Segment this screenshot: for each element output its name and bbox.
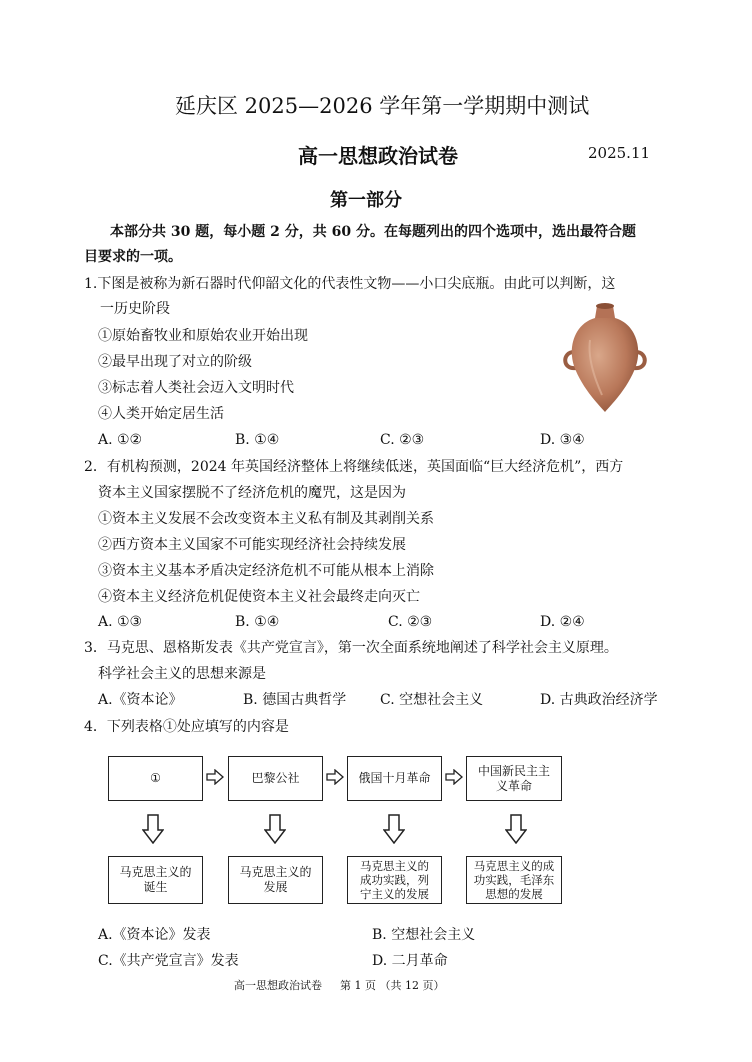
question-item: ②西方资本主义国家不可能实现经济社会持续发展 xyxy=(98,537,406,553)
option-b: B. ①④ xyxy=(235,432,280,448)
section-title: 第一部分 xyxy=(330,190,402,211)
option-c: C.《共产党宣言》发表 xyxy=(98,953,239,969)
option-d: D. 二月革命 xyxy=(372,953,448,969)
question-item: ④资本主义经济危机促使资本主义社会最终走向灭亡 xyxy=(98,589,420,605)
question-stem-line1: 2．有机构预测，2024 年英国经济整体上将继续低迷，英国面临“巨大经济危机”，西方 xyxy=(84,459,624,475)
arrow-down-icon xyxy=(383,814,405,844)
option-a: A. ①② xyxy=(98,432,143,448)
arrow-down-icon xyxy=(505,814,527,844)
exam-subtitle: 高一思想政治试卷 xyxy=(298,144,458,168)
option-a: A. ①③ xyxy=(98,614,143,630)
question-item: ④人类开始定居生活 xyxy=(98,406,224,422)
section-instruction-line2: 目要求的一项。 xyxy=(84,249,182,265)
question-stem-line1: 4．下列表格①处应填写的内容是 xyxy=(84,719,289,735)
option-c: C. ②③ xyxy=(380,432,425,448)
question-stem-line2: 科学社会主义的思想来源是 xyxy=(98,666,266,682)
flow-box-top-4: 中国新民主主 义革命 xyxy=(466,756,562,801)
arrow-right-icon xyxy=(445,769,463,785)
question-item: ③资本主义基本矛盾决定经济危机不可能从根本上消除 xyxy=(98,563,434,579)
exam-title: 延庆区 2025—2026 学年第一学期期中测试 xyxy=(175,94,590,118)
flow-box-bottom-1: 马克思主义的 诞生 xyxy=(108,856,203,904)
question-item: ①资本主义发展不会改变资本主义私有制及其剥削关系 xyxy=(98,511,434,527)
option-b: B. 德国古典哲学 xyxy=(243,692,347,708)
option-d: D. 古典政治经济学 xyxy=(540,692,658,708)
flow-box-bottom-2: 马克思主义的 发展 xyxy=(228,856,323,904)
arrow-right-icon xyxy=(206,769,224,785)
question-item: ②最早出现了对立的阶级 xyxy=(98,354,252,370)
section-instruction-line1: 本部分共 30 题，每小题 2 分，共 60 分。在每题列出的四个选项中，选出最符合题 xyxy=(110,224,636,240)
question-item: ①原始畜牧业和原始农业开始出现 xyxy=(98,328,308,344)
question-stem-line1: 1.下图是被称为新石器时代仰韶文化的代表性文物——小口尖底瓶。由此可以判断，这 xyxy=(84,276,616,292)
flow-box-top-2: 巴黎公社 xyxy=(228,756,323,801)
flow-box-bottom-4: 马克思主义的成 功实践，毛泽东 思想的发展 xyxy=(466,856,562,904)
flow-box-bottom-3: 马克思主义的 成功实践，列 宁主义的发展 xyxy=(347,856,442,904)
question-item: ③标志着人类社会迈入文明时代 xyxy=(98,380,294,396)
pottery-vase-image xyxy=(560,300,650,415)
option-d: D. ②④ xyxy=(540,614,585,630)
arrow-right-icon xyxy=(326,769,344,785)
option-a: A.《资本论》发表 xyxy=(98,927,211,943)
exam-date: 2025.11 xyxy=(588,144,651,162)
arrow-down-icon xyxy=(264,814,286,844)
option-b: B. 空想社会主义 xyxy=(372,927,476,943)
footer-title: 高一思想政治试卷 xyxy=(234,979,322,992)
question-stem-line1: 3．马克思、恩格斯发表《共产党宣言》，第一次全面系统地阐述了科学社会主义原理。 xyxy=(84,640,618,656)
option-c: C. ②③ xyxy=(388,614,433,630)
flow-box-top-3: 俄国十月革命 xyxy=(347,756,442,801)
page-number: 第 1 页 （共 12 页） xyxy=(340,979,445,992)
option-a: A.《资本论》 xyxy=(98,692,183,708)
arrow-down-icon xyxy=(142,814,164,844)
option-c: C. 空想社会主义 xyxy=(380,692,484,708)
flow-box-top-1: ① xyxy=(108,756,203,801)
question-stem-line2: 一历史阶段 xyxy=(100,301,170,317)
question-stem-line2: 资本主义国家摆脱不了经济危机的魔咒，这是因为 xyxy=(98,485,406,501)
option-d: D. ③④ xyxy=(540,432,585,448)
option-b: B. ①④ xyxy=(235,614,280,630)
